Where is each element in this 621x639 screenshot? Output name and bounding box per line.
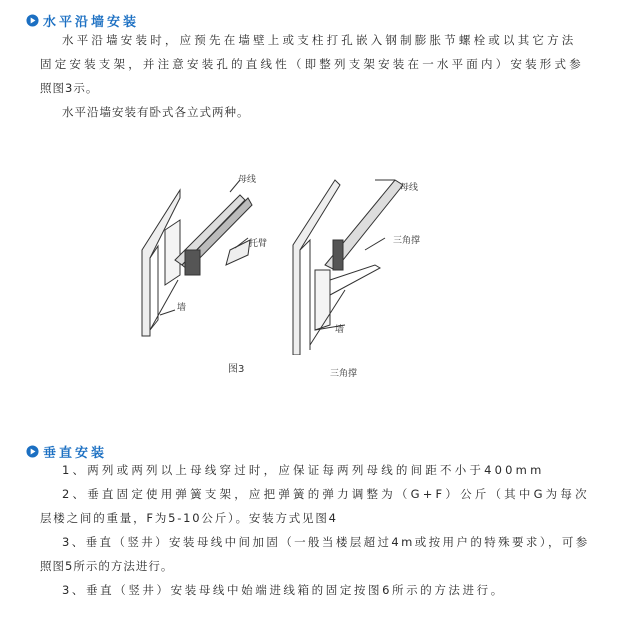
label-busbar: 母线 (238, 175, 257, 185)
label-wall: 墙 (335, 325, 345, 335)
label-arm: 托臂 (249, 239, 268, 249)
play-circle-icon (26, 14, 39, 27)
section-heading-horizontal (26, 11, 139, 30)
label-wall: 墙 (177, 303, 187, 313)
section-title: 水平沿墙安装 (43, 15, 140, 30)
paragraph-line: 2、垂直固定使用弹簧支架，应把弹簧的弹力调整为（G+F）公斤（其中G为每次 (62, 487, 590, 501)
section-title: 垂直安装 (43, 446, 108, 461)
paragraph-line: 3、垂直（竖井）安装母线中始端进线箱的固定按图6所示的方法进行。 (62, 583, 505, 597)
paragraph-line: 固定安装支架，并注意安装孔的直线性（即整列支架安装在一水平面内）安装形式参 (40, 57, 584, 71)
label-brace: 三角撑 (393, 236, 421, 246)
label-busbar: 母线 (400, 183, 419, 193)
paragraph-line: 照图3示。 (40, 81, 99, 95)
figure-horizontal-wall-mount (130, 170, 270, 340)
paragraph-line: 1、两列或两列以上母线穿过时，应保证每两列母线的间距不小于400mm (62, 463, 545, 477)
figure-caption: 图3 (228, 364, 245, 375)
paragraph-line: 3、垂直（竖井）安装母线中间加固（一般当楼层超过4m或按用户的特殊要求），可参 (62, 535, 590, 549)
paragraph-line: 照图5所示的方法进行。 (40, 559, 174, 573)
figure-triangle-brace-mount (285, 170, 415, 355)
figure-caption-brace: 三角撑 (330, 369, 358, 379)
section-heading-vertical (26, 442, 107, 461)
paragraph-line: 水平沿墙安装有卧式各立式两种。 (62, 105, 250, 119)
paragraph-line: 水平沿墙安装时，应预先在墙壁上或支柱打孔嵌入钢制膨胀节螺栓或以其它方法 (62, 33, 577, 47)
paragraph-line: 层楼之间的重量，F为5-10公斤）。安装方式见图4 (40, 511, 338, 525)
play-circle-icon (26, 445, 39, 458)
